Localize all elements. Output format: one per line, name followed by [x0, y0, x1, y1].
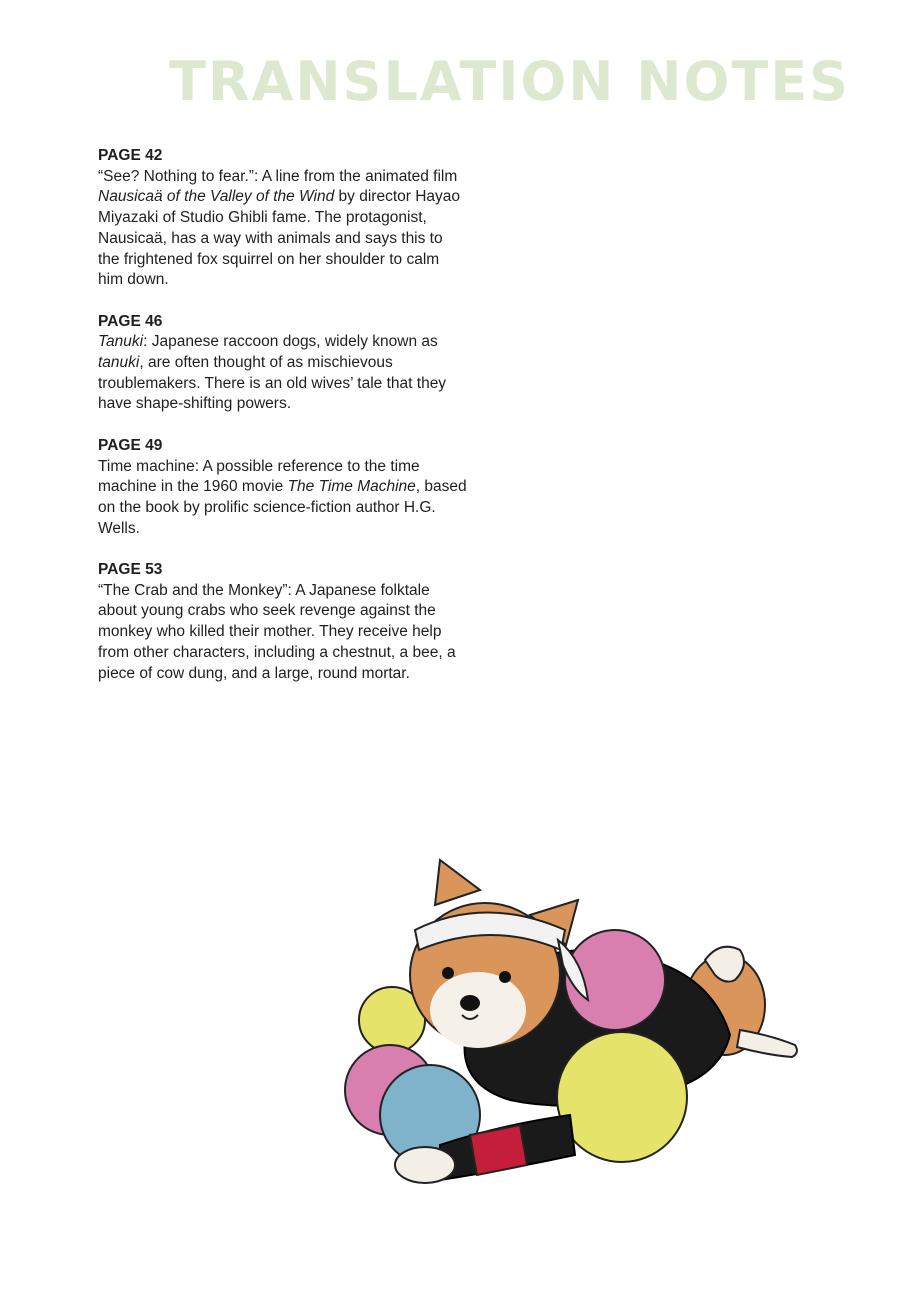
note-body [98, 457, 468, 540]
note-body [98, 167, 468, 291]
note-item [98, 436, 468, 540]
dog-nose [460, 995, 480, 1011]
armband [470, 1125, 527, 1175]
note-italic-title: tanuki [98, 354, 140, 372]
note-text: “See? Nothing to fear.”: A line from the animated film [98, 167, 458, 185]
dog-hind-leg [737, 1030, 797, 1057]
dog-front-paw [395, 1147, 455, 1183]
note-text: Time machine: A possible reference to the time machine in the 1960 movie [98, 457, 420, 496]
page-title: TRANSLATION NOTES [169, 50, 850, 113]
dog-ear-left [435, 860, 480, 905]
note-heading: PAGE 42 [98, 147, 163, 164]
note-item [98, 146, 468, 291]
notes-list [98, 146, 468, 705]
dog-eye-left [442, 967, 454, 979]
note-text: “The Crab and the Monkey”: A Japanese folktale about young crabs who seek revenge against the monkey who killed their mother. They receive help from other characters, including a chestnut, a bee, a piece of cow dung, and a large, round mortar. [98, 581, 456, 682]
note-heading: PAGE 49 [98, 436, 163, 454]
note-italic-title: The Time Machine [287, 478, 416, 496]
note-text: , are often thought of as mischievous troublemakers. There is an old wives’ tale that they have shape-shifting powers. [98, 354, 447, 413]
note-heading: PAGE 46 [98, 312, 163, 330]
note-italic-title: Tanuki [98, 333, 144, 351]
note-body [98, 581, 468, 685]
note-heading: PAGE 53 [98, 561, 163, 579]
note-item [98, 560, 468, 684]
pompom-yellow-right [557, 1032, 687, 1162]
note-text: : Japanese raccoon dogs, widely known as [143, 333, 438, 351]
note-body [98, 332, 468, 415]
note-text: , based on the book by prolific science-fiction author H.G. Wells. [98, 478, 467, 537]
dog-muzzle [430, 972, 526, 1048]
shiba-cheerleader-illustration [330, 845, 810, 1205]
note-text: by director Hayao Miyazaki of Studio Ghibli fame. The protagonist, Nausicaä, has a way with animals and says this to the frightened fox squirrel on her shoulder to calm him down. [98, 188, 461, 289]
note-item [98, 312, 468, 416]
dog-eye-right [499, 971, 511, 983]
note-italic-title: Nausicaä of the Valley of the Wind [98, 188, 335, 206]
